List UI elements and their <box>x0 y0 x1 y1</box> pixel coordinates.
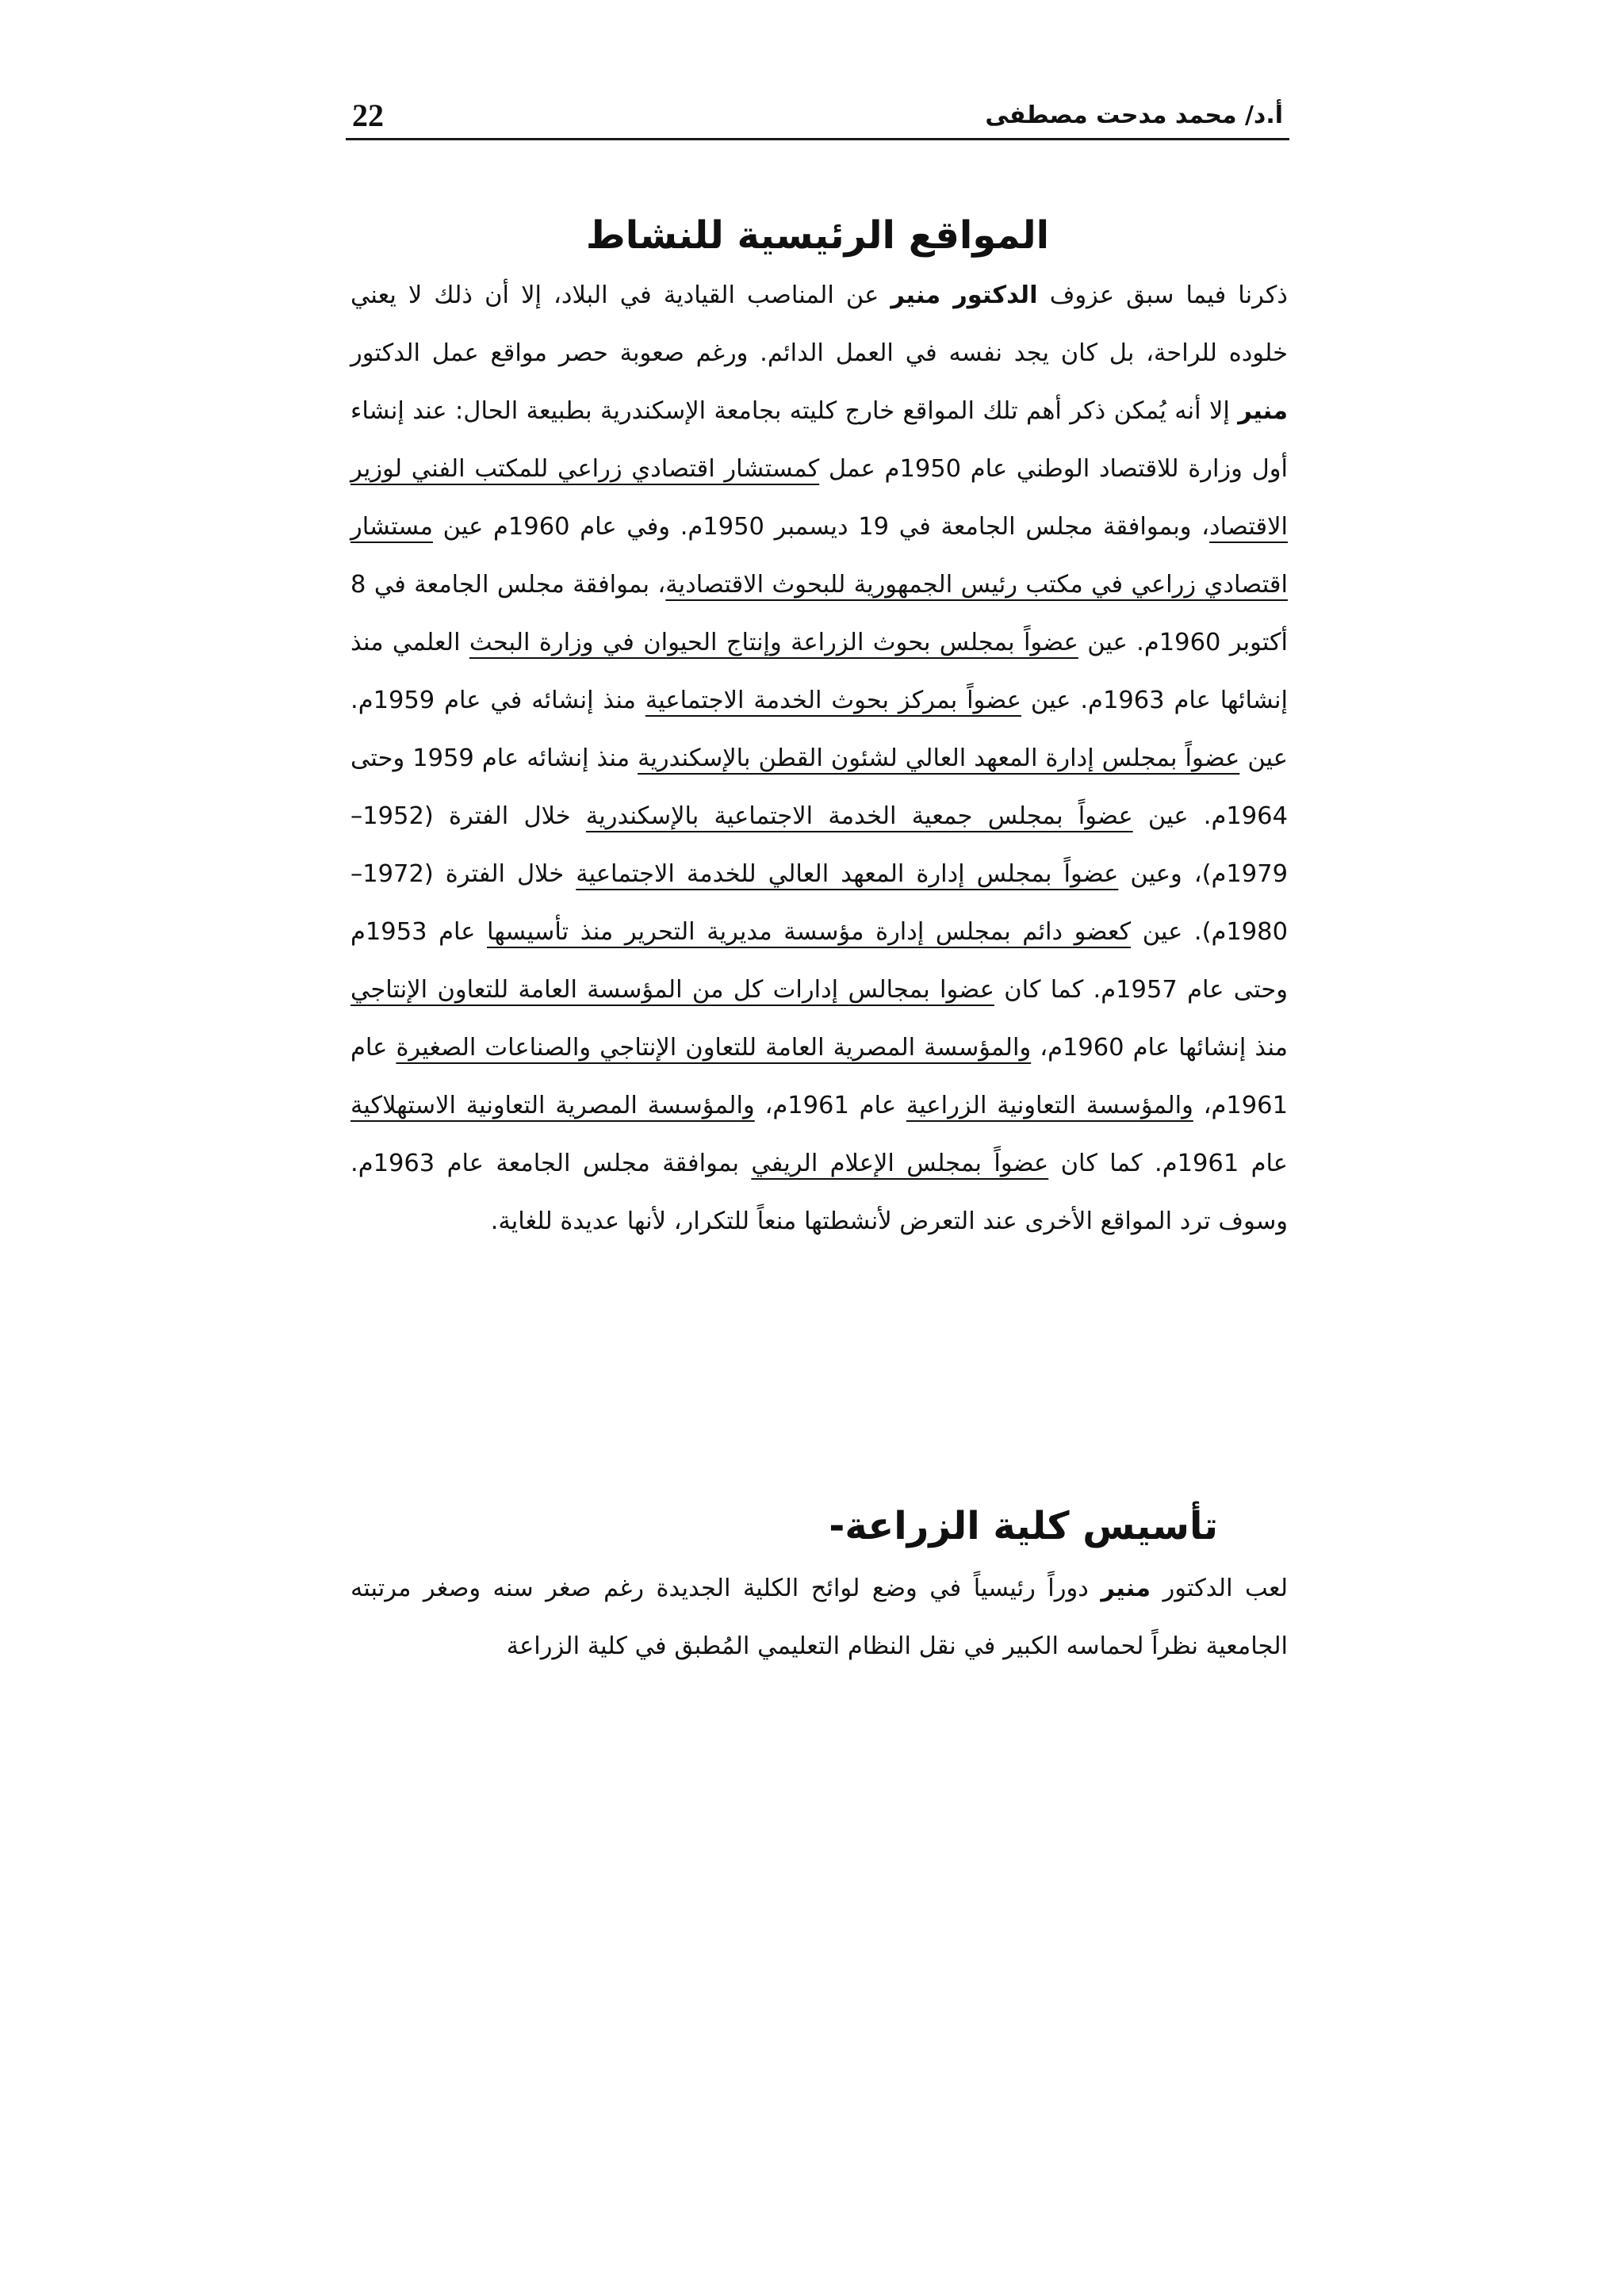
bold-name: الدكتور منير <box>891 281 1038 309</box>
underlined-position: عضواً بمجلس إدارة المعهد العالي للخدمة الاجتماعية <box>576 860 1119 888</box>
text-run: العلمي منذ إنشائها عام 1963م. عين <box>350 629 1289 714</box>
page-header <box>346 94 1289 140</box>
underlined-position: عضواً بمجلس بحوث الزراعة وإنتاج الحيوان في وزارة البحث <box>469 629 1078 656</box>
bold-name: منير <box>1238 397 1288 425</box>
text-run: عام 1961م، <box>754 1092 906 1119</box>
text-run: عام 1953م وحتى عام 1957م. كما كان <box>350 918 1288 1004</box>
underlined-position: مستشار اقتصادي زراعي في مكتب رئيس الجمهورية للبحوث الاقتصادية <box>350 513 1288 599</box>
text-run: ، وبموافقة مجلس الجامعة في 19 ديسمبر 1950م. وفي عام 1960م عين <box>432 513 1210 541</box>
text-run: دوراً رئيسياً في وضع لوائح الكلية الجديدة رغم صغر سنه وصغر مرتبته الجامعية نظراً لحماسه الكبير في نقل النظام التعليمي المُطبق في كلية الزراعة <box>350 1575 1288 1660</box>
underlined-position: كعضو دائم بمجلس إدارة مؤسسة مديرية التحرير منذ تأسيسها <box>487 918 1132 946</box>
underlined-position: والمؤسسة المصرية العامة للتعاون الإنتاجي والصناعات الصغيرة <box>396 1034 1032 1062</box>
text-run: ذكرنا فيما سبق عزوف <box>1037 281 1288 309</box>
bold-name: منير <box>1101 1575 1151 1602</box>
underlined-position: والمؤسسة التعاونية الزراعية <box>906 1092 1193 1119</box>
text-run: منذ إنشائها عام 1960م، <box>1031 1034 1288 1062</box>
underlined-position: كمستشار اقتصادي زراعي للمكتب الفني لوزير الاقتصاد <box>350 455 1288 541</box>
section-heading-main-sites: المواقع الرئيسية للنشاط <box>585 213 1050 258</box>
underlined-position: عضوا بمجالس إدارات كل من المؤسسة العامة للتعاون الإنتاجي <box>350 976 994 1004</box>
text-run: منذ إنشائه عام 1959 وحتى 1964م. عين <box>350 744 1288 830</box>
text-run: عام 1961م، <box>350 1034 1288 1119</box>
text-run: عام 1961م. كما كان <box>1048 1150 1289 1177</box>
text-run: خلال الفترة (1952– 1979م)، وعين <box>350 802 1289 888</box>
paragraph-main-sites <box>350 266 1288 1250</box>
text-run: إلا أنه يُمكن ذكر أهم تلك المواقع خارج كليته بجامعة الإسكندرية بطبيعة الحال: عند إنشاء أول وزارة للاقتصاد الوطني عام 1950م عمل <box>350 397 1288 483</box>
underlined-position: عضواً بمجلس الإعلام الريفي <box>751 1150 1049 1177</box>
text-run: خلال الفترة (1972– 1980م). عين <box>350 860 1288 946</box>
text-run: لعب الدكتور <box>1151 1575 1288 1602</box>
underlined-position: عضواً بمجلس جمعية الخدمة الاجتماعية بالإسكندرية <box>585 802 1133 830</box>
text-run: ، بموافقة مجلس الجامعة في 8 أكتوبر 1960م. عين <box>350 571 1289 656</box>
underlined-position: والمؤسسة المصرية التعاونية الاستهلاكية <box>350 1092 755 1119</box>
underlined-position: عضواً بمركز بحوث الخدمة الاجتماعية <box>645 687 1021 714</box>
running-head-author: أ.د/ محمد مدحت مصطفى <box>985 101 1283 129</box>
page-number: 22 <box>352 98 384 133</box>
text-run: عن المناصب القيادية في البلاد، إلا أن ذلك لا يعني خلوده للراحة، بل كان يجد نفسه في العمل الدائم. ورغم صعوبة حصر مواقع عمل الدكتور <box>350 281 1288 367</box>
text-run: بموافقة مجلس الجامعة عام 1963م. وسوف ترد المواقع الأخرى عند التعرض لأنشطتها منعاً للتكرار، لأنها عديدة للغاية. <box>350 1150 1288 1235</box>
text-run: منذ إنشائه في عام 1959م. عين <box>350 687 1288 772</box>
underlined-position: عضواً بمجلس إدارة المعهد العالي لشئون القطن بالإسكندرية <box>638 744 1240 772</box>
paragraph-faculty-founding <box>350 1559 1288 1675</box>
section-heading-faculty-founding: تأسيس كلية الزراعة- <box>829 1504 1218 1548</box>
